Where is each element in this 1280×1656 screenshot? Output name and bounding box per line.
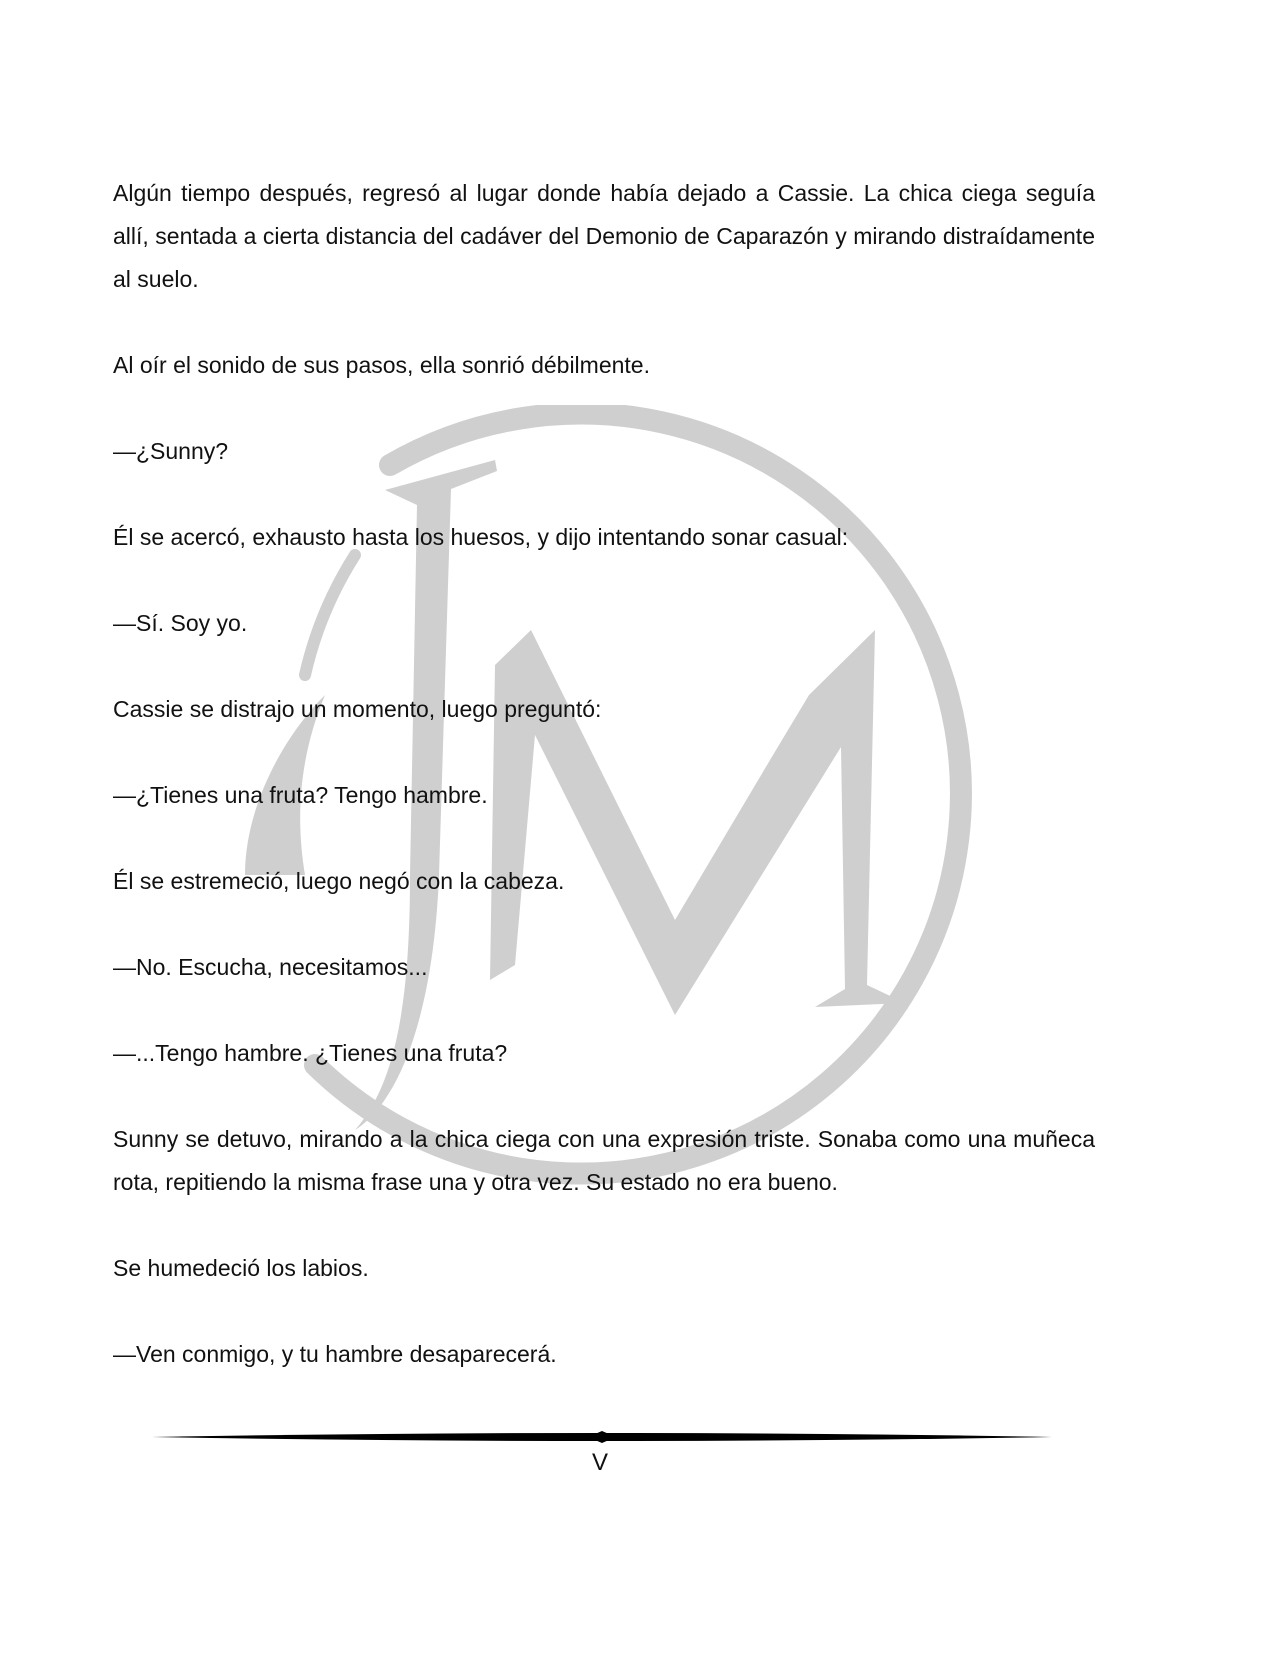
footer-divider: [152, 1430, 1052, 1444]
paragraph: —Ven conmigo, y tu hambre desaparecerá.: [113, 1341, 557, 1367]
paragraph: Él se estremeció, luego negó con la cabeza.: [113, 868, 565, 894]
paragraph: Al oír el sonido de sus pasos, ella sonrió débilmente.: [113, 352, 650, 378]
paragraph: —¿Tienes una fruta? Tengo hambre.: [113, 782, 488, 808]
paragraph: —No. Escucha, necesitamos...: [113, 954, 428, 980]
paragraph: —Sí. Soy yo.: [113, 610, 248, 636]
paragraph: Se humedeció los labios.: [113, 1255, 369, 1281]
paragraph: Cassie se distrajo un momento, luego preguntó:: [113, 696, 602, 722]
paragraph: —...Tengo hambre. ¿Tienes una fruta?: [113, 1040, 508, 1066]
paragraph: Algún tiempo después, regresó al lugar donde había dejado a Cassie. La chica ciega seguía allí, sentada a cierta distancia del cadáver del Demonio de Caparazón y mirando distraídamente al suelo.: [113, 180, 1095, 292]
paragraph: Él se acercó, exhausto hasta los huesos, y dijo intentando sonar casual:: [113, 524, 849, 550]
page-number: V: [591, 1449, 608, 1476]
document-body: [113, 172, 1095, 1419]
paragraph: Sunny se detuvo, mirando a la chica ciega con una expresión triste. Sonaba como una muñeca rota, repitiendo la misma frase una y otra vez. Su estado no era bueno.: [113, 1126, 1095, 1195]
paragraph: —¿Sunny?: [113, 438, 229, 464]
